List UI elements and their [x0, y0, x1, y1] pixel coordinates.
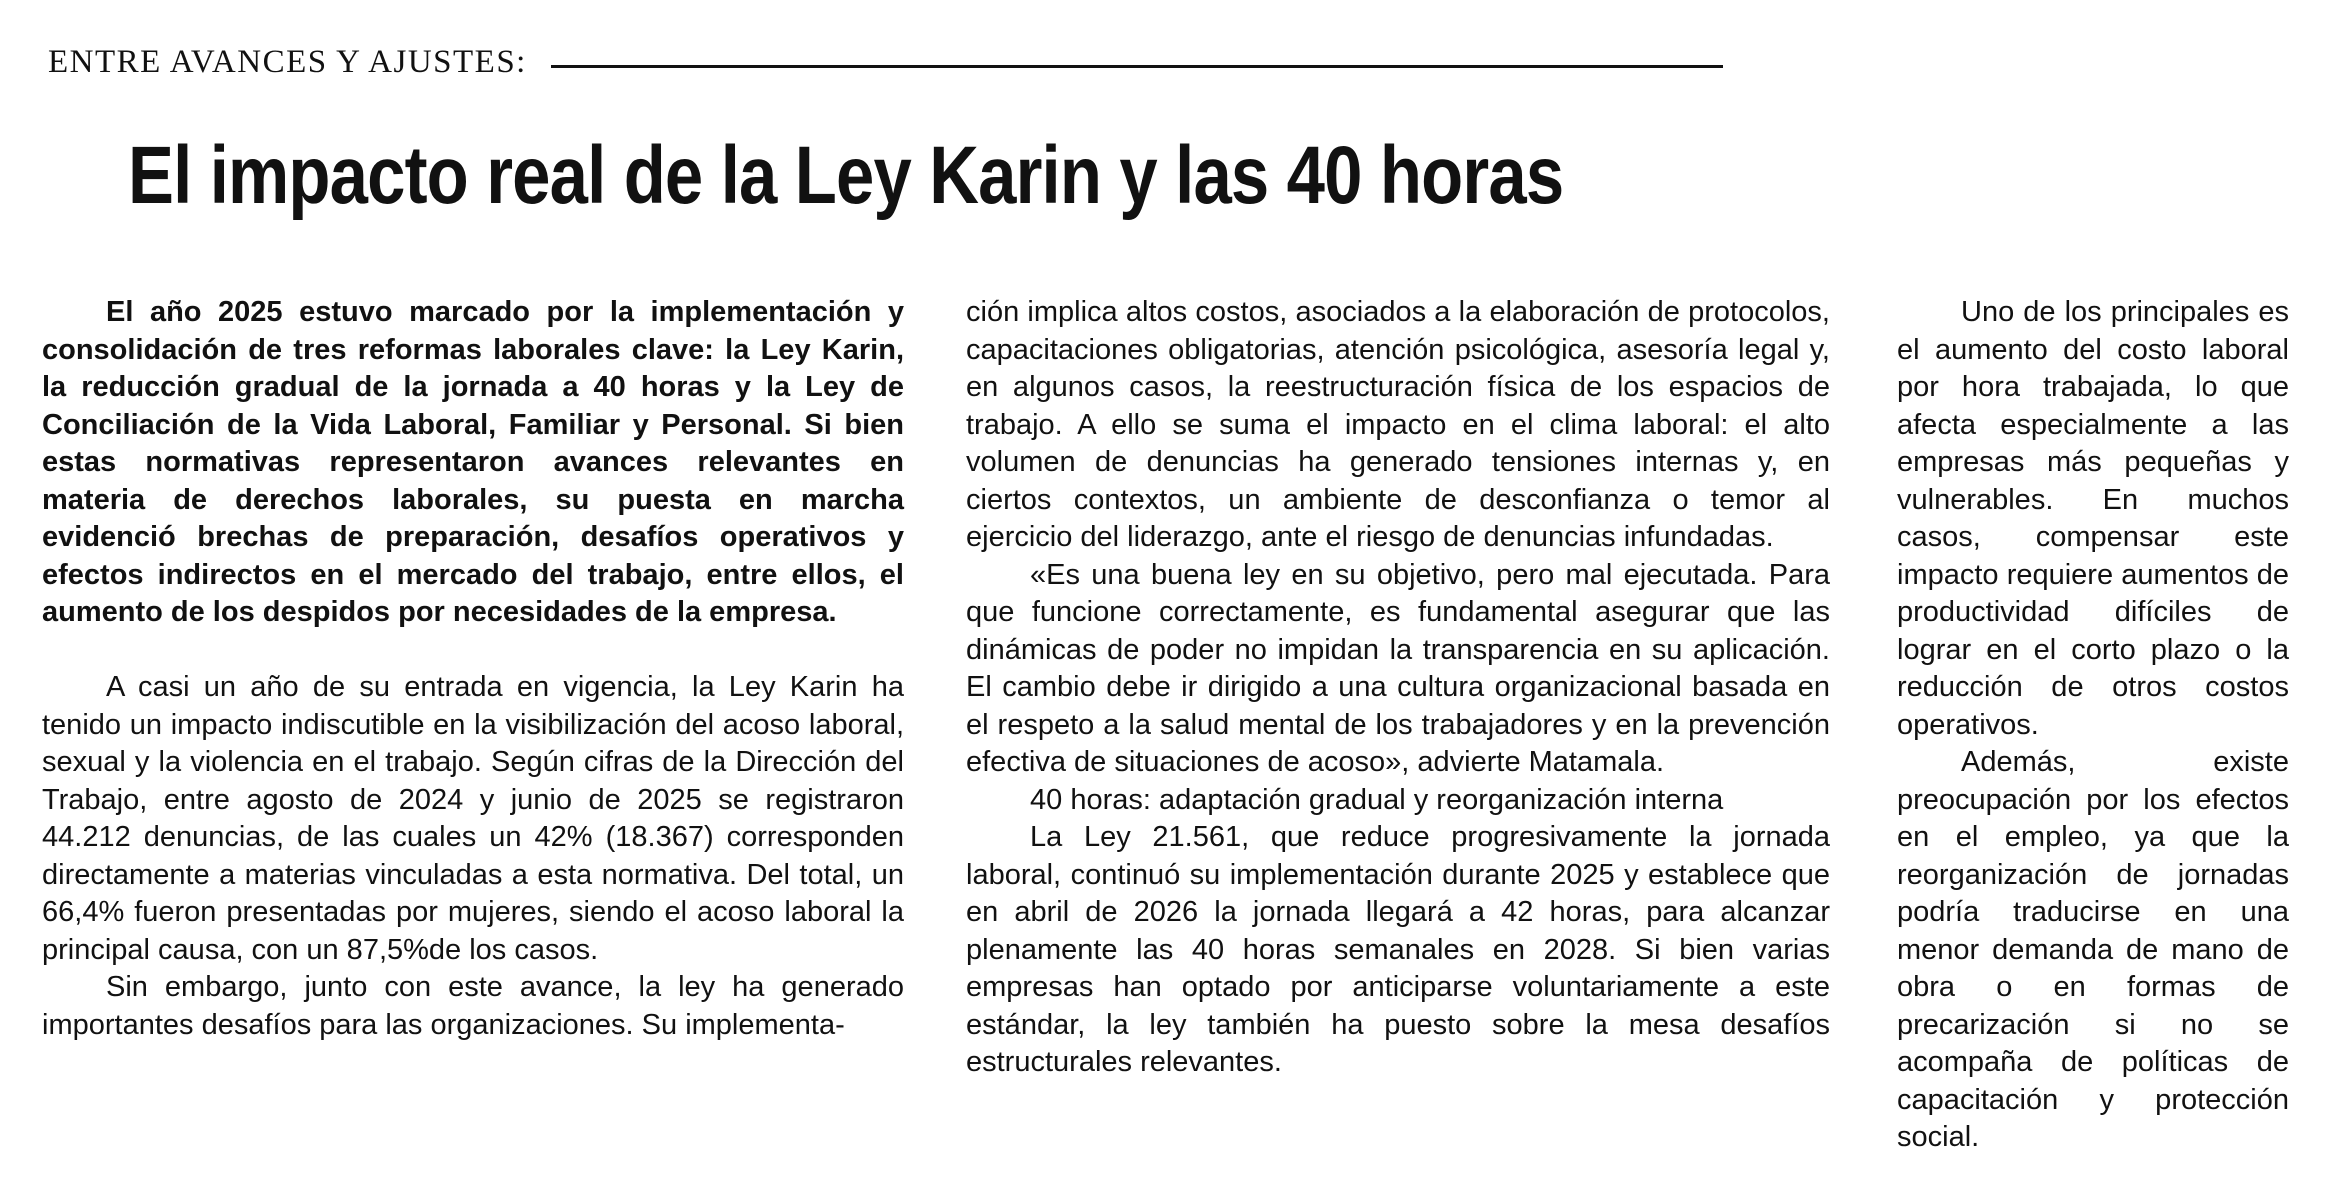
column-2: [966, 294, 1830, 1082]
subheading: 40 horas: adaptación gradual y reorganización interna: [1030, 783, 1724, 816]
body-paragraph: Uno de los principales es el aumento del costo laboral por hora trabajada, lo que afecta especialmente a las empresas más pequeñas y vulnerables. En muchos casos, compensar este impacto requiere aumentos de productividad difíciles de lograr en el corto plazo o la reducción de otros costos operativos.: [1897, 296, 2289, 741]
section-label: ENTRE AVANCES Y AJUSTES:: [48, 43, 527, 80]
column-3: [1897, 294, 2289, 1157]
quote-paragraph: «Es una buena ley en su objetivo, pero mal ejecutada. Para que funcione correctamente, es fundamental asegurar que las dinámicas de poder no impidan la transparencia en su aplicación. El cambio debe ir dirigido a una cultura organizacional basada en el respeto a la salud mental de los trabajadores y en la prevención efectiva de situaciones de acoso», advierte Matamala.: [966, 558, 1830, 778]
body-paragraph: ción implica altos costos, asociados a la elaboración de protocolos, capacitaciones obligatorias, atención psicológica, asesoría legal y, en algunos casos, la reestructuración física de los espacios de trabajo. A ello se suma el impacto en el clima laboral: el alto volumen de denuncias ha generado tensiones internas y, en ciertos contextos, un ambiente de desconfianza o temor al ejercicio del liderazgo, ante el riesgo de denuncias infundadas.: [966, 296, 1830, 553]
body-paragraph: Además, existe preocupación por los efectos en el empleo, ya que la reorganización de jornadas podría traducirse en una menor demanda de mano de obra o en formas de precarización si no se acompaña de políticas de capacitación y protección social.: [1897, 746, 2289, 1153]
body-paragraph: La Ley 21.561, que reduce progresivamente la jornada laboral, continuó su implementación durante 2025 y establece que en abril de 2026 la jornada llegará a 42 horas, para alcanzar plenamente las 40 horas semanales en 2028. Si bien varias empresas han optado por anticiparse voluntariamente a este estándar, la ley también ha puesto sobre la mesa desafíos estructurales relevantes.: [966, 821, 1830, 1078]
article-headline: El impacto real de la Ley Karin y las 40 horas: [128, 130, 1564, 221]
section-header: [48, 38, 1723, 86]
section-rule: [551, 65, 1723, 68]
column-1: [42, 294, 904, 1044]
body-paragraph: Sin embargo, junto con este avance, la ley ha generado importantes desafíos para las organizaciones. Su implementa-: [42, 971, 904, 1041]
lead-paragraph: El año 2025 estuvo marcado por la implementación y consolidación de tres reformas laborales clave: la Ley Karin, la reducción gradual de la jornada a 40 horas y la Ley de Conciliación de la Vida Laboral, Familiar y Personal. Si bien estas normativas representaron avances relevantes en materia de derechos laborales, su puesta en marcha evidenció brechas de preparación, desafíos operativos y efectos indirectos en el mercado del trabajo, entre ellos, el aumento de los despidos por necesidades de la empresa.: [42, 296, 904, 628]
body-paragraph: A casi un año de su entrada en vigencia, la Ley Karin ha tenido un impacto indiscutible en la visibilización del acoso laboral, sexual y la violencia en el trabajo. Según cifras de la Dirección del Trabajo, entre agosto de 2024 y junio de 2025 se registraron 44.212 denuncias, de las cuales un 42% (18.367) corresponden directamente a materias vinculadas a esta normativa. Del total, un 66,4% fueron presentadas por mujeres, siendo el acoso laboral la principal causa, con un 87,5%de los casos.: [42, 671, 904, 966]
